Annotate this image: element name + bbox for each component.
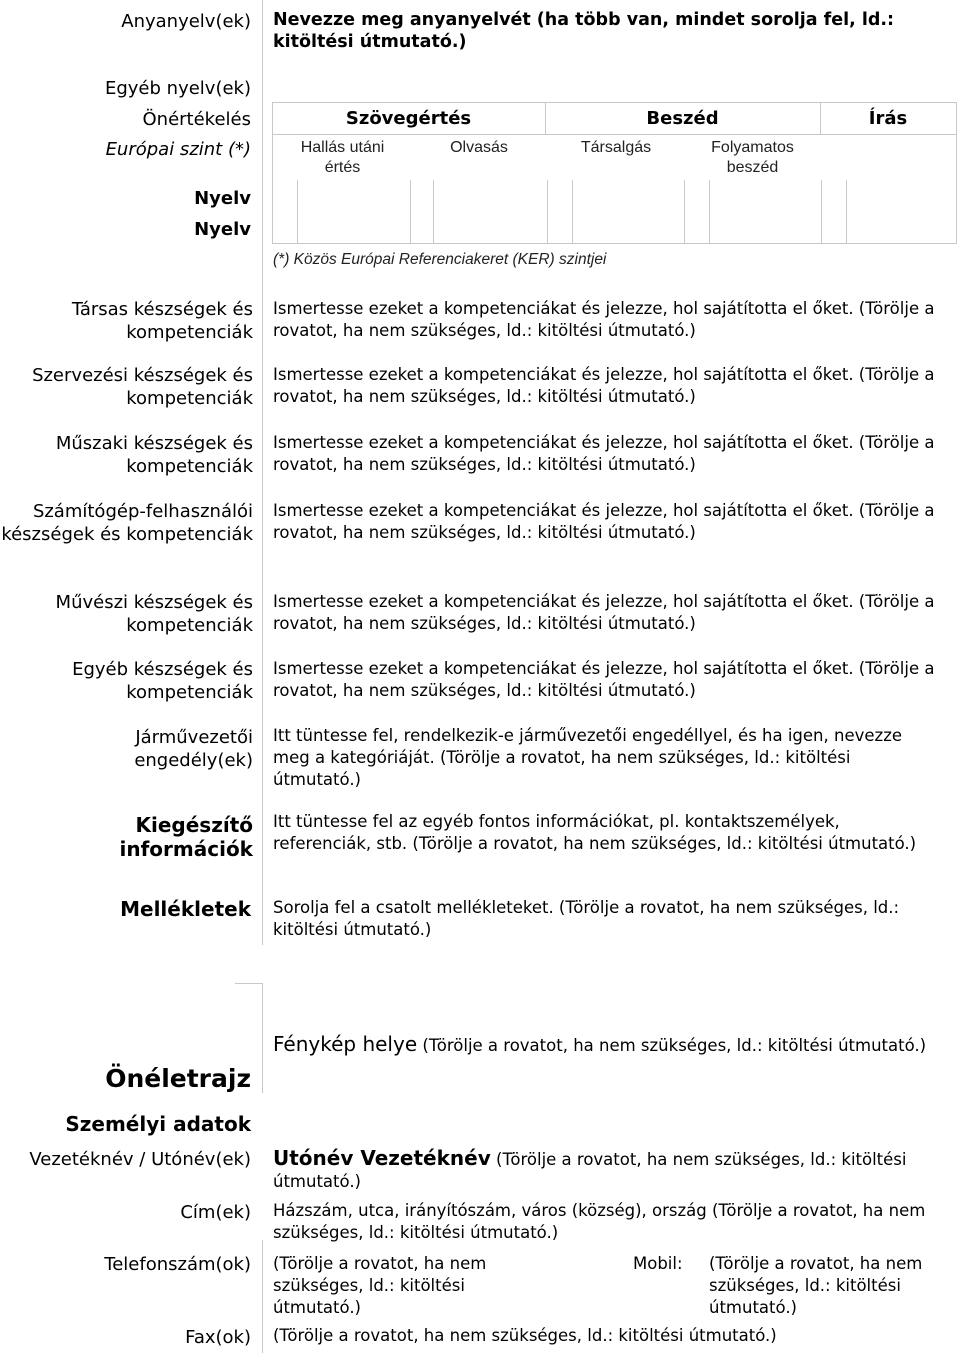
annexes-label: Mellékletek — [120, 897, 251, 921]
cv-title: Önéletrajz — [105, 1064, 251, 1093]
column-divider-bottom — [262, 1240, 263, 1353]
additional-info-value: Itt tüntesse fel az egyéb fontos információkat, pl. kontaktszemélyek, referenciák, stb. (Törölje a rovatot, ha nem szükséges, ld.: kitöltési útmutató.) — [273, 812, 917, 853]
technical-skills-value: Ismertesse ezeket a kompetenciákat és jelezze, hol sajátította el őket. (Törölje a rovatot, ha nem szükséges, ld.: kitöltési útmutató.) — [273, 433, 935, 474]
organisational-skills-label: Szervezési készségek és kompetenciák — [32, 365, 253, 409]
language-row-1-label: Nyelv — [194, 188, 251, 209]
mother-tongue-value: Nevezze meg anyanyelvét (ha több van, mindet sorolja fel, ld.: kitöltési útmutató.) — [273, 10, 895, 52]
name-note: (Törölje a rovatot, ha nem szükséges, ld.: kitöltési útmutató.) — [273, 1150, 907, 1191]
mother-tongue-label: Anyanyelv(ek) — [121, 11, 251, 32]
mobile-value: (Törölje a rovatot, ha nem szükséges, ld.: kitöltési útmutató.) — [709, 1254, 923, 1317]
other-skills-value: Ismertesse ezeket a kompetenciákat és jelezze, hol sajátította el őket. (Törölje a rovatot, ha nem szükséges, ld.: kitöltési útmutató.) — [273, 659, 935, 700]
other-languages-label: Egyéb nyelv(ek) — [104, 78, 251, 99]
fax-value: (Törölje a rovatot, ha nem szükséges, ld.: kitöltési útmutató.) — [273, 1326, 777, 1345]
self-assessment-label: Önértékelés — [142, 109, 251, 130]
production-subheader: Folyamatos beszéd — [711, 139, 794, 176]
driving-licence-label: Járművezetői engedély(ek) — [134, 727, 253, 771]
annexes-value: Sorolja fel a csatolt mellékleteket. (Törölje a rovatot, ha nem szükséges, ld.: kitöltési útmutató.) — [273, 898, 900, 939]
technical-skills-label: Műszaki készségek és kompetenciák — [55, 433, 253, 477]
language-row-2-label: Nyelv — [194, 219, 251, 240]
photo-heading: Fénykép helye — [273, 1032, 418, 1056]
additional-info-label: Kiegészítő információk — [119, 813, 253, 861]
artistic-skills-label: Művészi készségek és kompetenciák — [55, 592, 253, 636]
mobile-label: Mobil: — [633, 1254, 683, 1273]
first-last-name: Utónév Vezetéknév — [273, 1146, 491, 1170]
phone-label: Telefonszám(ok) — [104, 1254, 251, 1275]
cefr-footnote: (*) Közös Európai Referenciakeret (KER) szintjei — [273, 251, 607, 268]
address-value: Házszám, utca, irányítószám, város (község), ország (Törölje a rovatot, ha nem szükséges, ld.: kitöltési útmutató.) — [273, 1201, 926, 1242]
artistic-skills-value: Ismertesse ezeket a kompetenciákat és jelezze, hol sajátította el őket. (Törölje a rovatot, ha nem szükséges, ld.: kitöltési útmutató.) — [273, 592, 935, 633]
writing-header: Írás — [868, 108, 908, 129]
social-skills-value: Ismertesse ezeket a kompetenciákat és jelezze, hol sajátította el őket. (Törölje a rovatot, ha nem szükséges, ld.: kitöltési útmutató.) — [273, 299, 935, 340]
name-label: Vezetéknév / Utónév(ek) — [29, 1149, 251, 1170]
photo-placeholder — [273, 1033, 943, 1057]
european-level-label: Európai szint (*) — [105, 139, 251, 160]
address-label: Cím(ek) — [180, 1202, 251, 1223]
photo-note: (Törölje a rovatot, ha nem szükséges, ld.: kitöltési útmutató.) — [417, 1036, 927, 1055]
column-divider-top — [262, 0, 263, 945]
computer-skills-label: Számítógép-felhasználói készségek és kompetenciák — [1, 501, 253, 545]
photo-divider — [262, 983, 263, 1093]
speaking-header: Beszéd — [646, 108, 719, 129]
understanding-header: Szövegértés — [345, 108, 472, 129]
driving-licence-value: Itt tüntesse fel, rendelkezik-e járművezetői engedéllyel, és ha igen, nevezze meg a kategóriáját. (Törölje a rovatot, ha nem szükséges, ld.: kitöltési útmutató.) — [273, 726, 903, 789]
name-value — [273, 1147, 943, 1193]
phone-value: (Törölje a rovatot, ha nem szükséges, ld.: kitöltési útmutató.) — [273, 1254, 487, 1317]
organisational-skills-value: Ismertesse ezeket a kompetenciákat és jelezze, hol sajátította el őket. (Törölje a rovatot, ha nem szükséges, ld.: kitöltési útmutató.) — [273, 365, 935, 406]
fax-label: Fax(ok) — [185, 1327, 251, 1348]
other-skills-label: Egyéb készségek és kompetenciák — [72, 659, 253, 703]
listening-subheader: Hallás utáni értés — [300, 139, 385, 176]
computer-skills-value: Ismertesse ezeket a kompetenciákat és jelezze, hol sajátította el őket. (Törölje a rovatot, ha nem szükséges, ld.: kitöltési útmutató.) — [273, 501, 935, 542]
reading-subheader: Olvasás — [450, 139, 508, 156]
personal-info-heading: Személyi adatok — [65, 1112, 251, 1136]
interaction-subheader: Társalgás — [580, 139, 652, 156]
photo-divider-top — [235, 983, 263, 984]
social-skills-label: Társas készségek és kompetenciák — [71, 299, 253, 343]
